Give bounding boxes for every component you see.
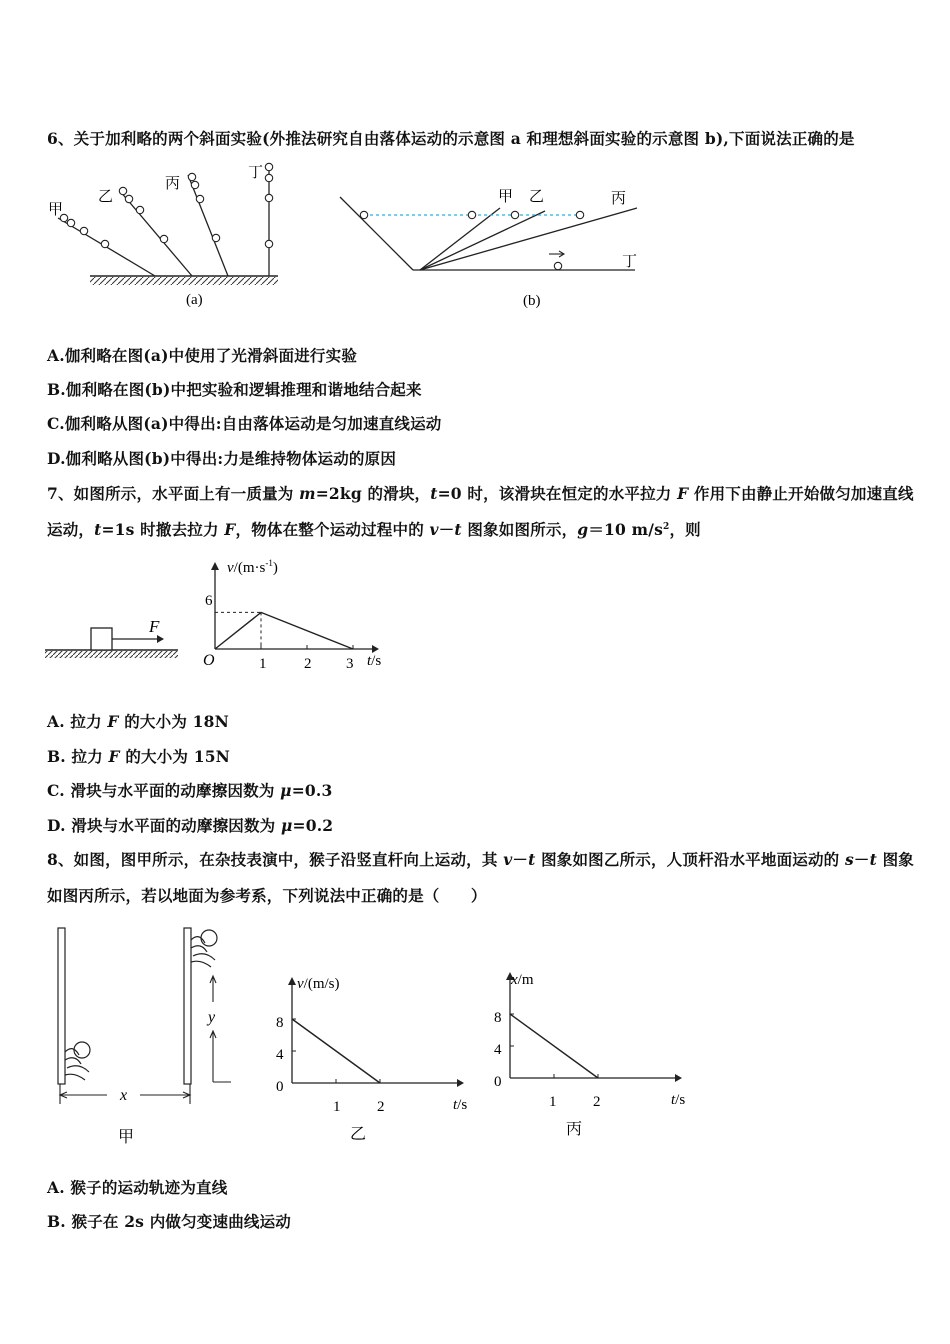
y-axis-label: $v/(m\cdot s^{-1})$ xyxy=(227,558,278,576)
y-tick-4: 4 xyxy=(494,1042,502,1058)
x-axis-label: t/s xyxy=(671,1092,686,1108)
slope-bing xyxy=(420,208,637,270)
y-tick-8: 8 xyxy=(276,1015,284,1031)
q7-option-d[interactable]: D. 滑块与水平面的动摩擦因数为 μ=0.2 xyxy=(47,816,334,835)
caption-b: (b) xyxy=(523,293,541,309)
x-tick-1: 1 xyxy=(333,1099,341,1115)
x-axis-label: t/s xyxy=(453,1097,468,1113)
q6-figure-b xyxy=(335,175,655,315)
vt-series-line xyxy=(215,612,353,649)
x-tick-2: 2 xyxy=(377,1099,385,1115)
series-line xyxy=(292,1019,380,1083)
incline-left xyxy=(340,197,413,270)
force-label: F xyxy=(149,617,160,636)
q8-option-b[interactable]: B. 猴子在 2s 内做匀变速曲线运动 xyxy=(47,1212,291,1231)
pole-end xyxy=(184,928,191,1084)
x-label: x xyxy=(120,1087,128,1104)
q8-stem-line2: 如图丙所示，若以地面为参考系，下列说法中正确的是（ ） xyxy=(47,886,487,905)
q8-figure-yi xyxy=(270,965,480,1145)
q6-figure-a xyxy=(40,158,300,310)
q6-stem: 6、关于加利略的两个斜面实验(外推法研究自由落体运动的示意图 a 和理想斜面实验的示意图 b),下面说法正确的是 xyxy=(47,129,855,148)
monkey-start xyxy=(65,1042,90,1080)
y-tick-0: 0 xyxy=(276,1079,284,1095)
caption-bing: 丙 xyxy=(566,1121,583,1138)
q6-option-a[interactable]: A.伽利略在图(a)中使用了光滑斜面进行实验 xyxy=(47,346,358,365)
label-yi: 乙 xyxy=(529,189,545,205)
q7-block-figure xyxy=(43,610,183,665)
q8-figure-jia xyxy=(45,922,245,1147)
label-ding: 丁 xyxy=(248,165,264,181)
q8-stem-line1: 8、如图，图甲所示，在杂技表演中，猴子沿竖直杆向上运动，其 v－t 图象如图乙所示，人顶杆沿水平地面运动的 s－t 图象 xyxy=(47,850,914,869)
y-label: y xyxy=(208,1009,216,1026)
monkey-end xyxy=(191,930,217,967)
x-tick-1: 1 xyxy=(549,1094,557,1110)
q7-vt-chart xyxy=(195,552,395,677)
q6-option-d[interactable]: D.伽利略从图(b)中得出:力是维持物体运动的原因 xyxy=(47,449,397,468)
q7-stem-line2: 运动，t=1s 时撤去拉力 F，物体在整个运动过程中的 v－t 图象如图所示，g＝10 $m/s^2$，则 xyxy=(47,520,701,539)
ground-hatch xyxy=(45,651,178,658)
q7-option-b[interactable]: B. 拉力 F 的大小为 15N xyxy=(47,747,231,766)
incline-bing xyxy=(188,175,228,276)
origin-label: O xyxy=(203,652,215,669)
label-ding: 丁 xyxy=(622,254,638,270)
slope-yi xyxy=(420,211,545,270)
pole-start xyxy=(58,928,65,1084)
caption-jia: 甲 xyxy=(118,1129,135,1146)
q7-stem-line1: 7、如图所示，水平面上有一质量为 m=2kg 的滑块，t=0 时，该滑块在恒定的水平拉力 F 作用下由静止开始做匀加速直线 xyxy=(47,484,914,503)
y-axis-label: v/(m/s) xyxy=(297,976,340,992)
ground-hatch xyxy=(90,277,278,285)
x-tick-1: 1 xyxy=(259,656,267,672)
incline-yi xyxy=(120,191,192,276)
y-tick-8: 8 xyxy=(494,1010,502,1026)
slider-block xyxy=(91,628,112,650)
q7-option-a[interactable]: A. 拉力 F 的大小为 18N xyxy=(47,712,229,731)
label-jia: 甲 xyxy=(48,202,64,218)
caption-yi: 乙 xyxy=(350,1126,367,1143)
q7-option-c[interactable]: C. 滑块与水平面的动摩擦因数为 μ=0.3 xyxy=(47,781,333,800)
x-tick-2: 2 xyxy=(304,656,312,672)
y-tick-0: 0 xyxy=(494,1074,502,1090)
caption-a: (a) xyxy=(186,292,203,308)
y-tick-4: 4 xyxy=(276,1047,284,1063)
label-jia: 甲 xyxy=(498,189,514,205)
q6-option-c[interactable]: C.伽利略从图(a)中得出:自由落体运动是匀加速直线运动 xyxy=(47,414,442,433)
x-axis-label: t/s xyxy=(367,653,382,669)
x-tick-2: 2 xyxy=(593,1094,601,1110)
series-line xyxy=(510,1014,598,1078)
slope-jia xyxy=(420,208,500,270)
y-axis-label: x/m xyxy=(511,972,534,988)
x-tick-3: 3 xyxy=(346,656,354,672)
q8-option-a[interactable]: A. 猴子的运动轨迹为直线 xyxy=(47,1178,228,1197)
q8-figure-bing xyxy=(488,962,698,1142)
label-bing: 丙 xyxy=(611,191,627,207)
label-yi: 乙 xyxy=(98,189,114,205)
label-bing: 丙 xyxy=(165,176,181,192)
q6-option-b[interactable]: B.伽利略在图(b)中把实验和逻辑推理和谐地结合起来 xyxy=(47,380,422,399)
y-tick-6: 6 xyxy=(205,593,213,609)
